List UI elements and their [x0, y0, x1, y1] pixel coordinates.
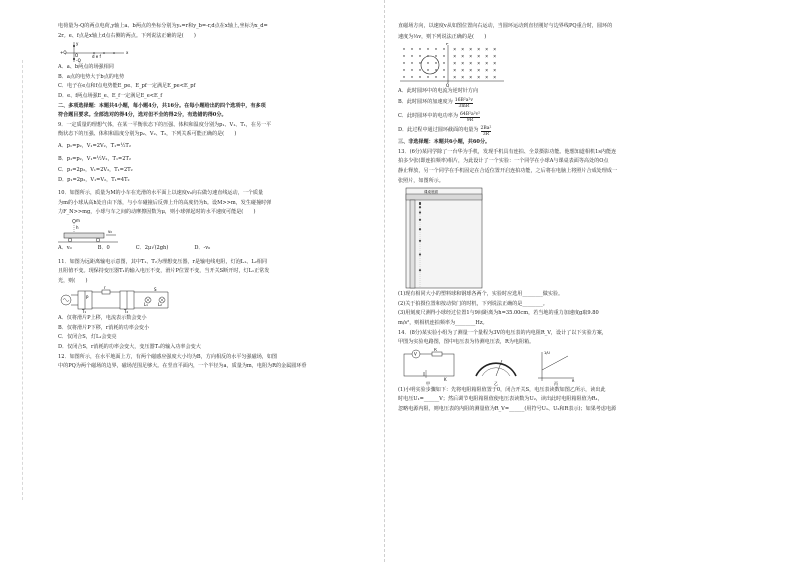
- field-dot: [419, 62, 420, 63]
- q12-figure: [398, 43, 750, 87]
- option: C．2μ√(2gh): [135, 244, 169, 251]
- transmission-circuit-diagram: [58, 286, 188, 314]
- option: D．-v₀: [194, 244, 211, 251]
- lamp-label: L₂: [158, 302, 162, 308]
- resistor-label: R: [434, 347, 437, 352]
- field-cross: ×: [453, 53, 457, 59]
- field-dot: [419, 76, 420, 77]
- field-dot: [435, 62, 436, 63]
- field-cross: ×: [477, 67, 481, 73]
- field-dot: [403, 69, 404, 70]
- meter-label: V: [414, 351, 417, 357]
- height-label: h: [76, 224, 79, 230]
- fraction: [460, 112, 480, 123]
- ball-image: [419, 240, 421, 242]
- field-dot: [443, 76, 444, 77]
- boundary-label: Q: [446, 82, 450, 87]
- question-13: 13．(6分)某同学除了一台华为手机，发现手机具有连拍、全景摄影功能。他想知道相机1s内能连: [398, 148, 617, 155]
- ball-image: [419, 228, 421, 230]
- field-dots: [403, 46, 496, 79]
- field-cross: ×: [493, 74, 497, 80]
- coordinate-axes-diagram: [58, 41, 138, 63]
- fraction: [455, 98, 473, 109]
- field-cross: ×: [453, 74, 457, 80]
- option-row: [398, 110, 750, 124]
- field-cross: ×: [461, 74, 465, 80]
- q14-item: 时电压U₁=______V；然后调节电阻箱阻值使电压表读数为U₂，读出此时电阻箱阻值为R₁，: [398, 396, 603, 403]
- option-row: [398, 124, 750, 138]
- section-heading: 二、多项选择题：本题共4小题，每小题4分，共16分。在每小题给出的四个选项中，有多项: [58, 102, 266, 109]
- field-dot: [427, 48, 428, 49]
- q14-item: 忽略电源内阻，则电压表的内阻的测量值为R_V=______(用符号U₁、U₂和R表示)；如果考虑电源: [398, 405, 617, 412]
- field-dot: [443, 69, 444, 70]
- option: B．仅将滑片P下移，r消耗的功率会变小: [58, 324, 150, 331]
- question-11: 且阻值不变。现保持变压器T₁的输入电压不变，滑片P位置不变，当开关S断开时，灯L₁正常发: [58, 268, 270, 275]
- velocity-label: v₀: [108, 228, 112, 234]
- option: A．仅将滑片P上移，电流表示数会变小: [58, 315, 147, 322]
- field-dot: [411, 69, 412, 70]
- boundary-label: P: [446, 42, 449, 46]
- question-12: 中的PQ为两个磁场的边界，磁场范围足够大。在竖直平面内，一个半径为a，质量为m，电阻为R的金属圆环垂: [58, 363, 307, 370]
- field-cross: ×: [461, 46, 465, 52]
- field-dot: [443, 62, 444, 63]
- question-14: 甲图为实验电路图，图中电压表为待测电压表，R为电阻箱。: [398, 339, 535, 346]
- point-labels: d e f: [92, 54, 101, 60]
- field-cross: ×: [477, 74, 481, 80]
- falling-ball-photo: [398, 186, 538, 290]
- field-dot: [427, 76, 428, 77]
- option: D．p₁=2p₂，V₁=V₂，T₁=4T₂: [58, 176, 130, 183]
- charge-label: +Q: [60, 50, 67, 56]
- transformer-label: T₂: [124, 309, 129, 315]
- field-cross: ×: [485, 67, 489, 73]
- switch-label: K: [444, 376, 447, 382]
- field-dot: [411, 55, 412, 56]
- cart-ball-diagram: [58, 218, 148, 244]
- field-dot: [443, 55, 444, 56]
- left-column: [58, 22, 410, 372]
- field-cross: ×: [477, 60, 481, 66]
- field-cross: ×: [485, 74, 489, 80]
- option: D．e、f两点场强E_e、E_f一定满足E_e<E_f: [58, 92, 163, 99]
- option: B．a点的电势大于b点的电势: [58, 73, 125, 80]
- field-dot: [411, 76, 412, 77]
- question-9: 9．一定质量的理想气体，在某一平衡状态下的压强、体积和温度分别为p₁、V₁、T₁，在另一平: [58, 121, 272, 128]
- option-row: [398, 96, 750, 110]
- question-12-cont: 直磁场方向，以速度v从如图位置向右运动，当圆环运动到直径刚好与边界线PQ重合时，圆环的: [398, 23, 613, 29]
- field-dot: [411, 48, 412, 49]
- field-dot: [427, 69, 428, 70]
- q7-figure: [58, 41, 410, 63]
- figure-caption: 丙: [554, 380, 558, 386]
- axis-label: 1/U: [544, 350, 550, 355]
- field-dot: [411, 62, 412, 63]
- origin-label: O: [75, 53, 79, 59]
- figure-caption: 甲: [426, 380, 430, 386]
- option: B．0: [97, 244, 110, 251]
- figure-caption: 乙: [494, 380, 498, 386]
- field-cross: ×: [461, 60, 465, 66]
- axis-label: R: [572, 378, 575, 383]
- field-dot: [403, 62, 404, 63]
- field-dot: [403, 48, 404, 49]
- numerator: 16B²a²v: [454, 97, 473, 103]
- question-12-cont: 速度为⅓v，则下列说法正确的是( ): [398, 33, 487, 40]
- q10-figure: [58, 218, 410, 244]
- slider-label: P: [86, 295, 89, 301]
- field-dot: [419, 69, 420, 70]
- field-cross: ×: [493, 67, 497, 73]
- q14-figure: [398, 348, 750, 386]
- binding-margin: [8, 60, 23, 500]
- section-heading: 三、非选择题：本题共6小题，共60分。: [398, 139, 491, 146]
- field-cross: ×: [453, 46, 457, 52]
- transformer-label: T₁: [82, 309, 87, 315]
- ball-label: m: [76, 217, 80, 223]
- field-cross: ×: [469, 67, 473, 73]
- question-10: 10．如图所示，质量为M的小车在光滑的水平面上以速度v₀向右做匀速直线运动，一个质量: [58, 190, 264, 197]
- field-cross: ×: [461, 53, 465, 59]
- field-cross: ×: [477, 53, 481, 59]
- ball-image: [419, 254, 421, 256]
- denominator: 9R: [466, 117, 474, 123]
- photo-label: 课桌底面: [424, 190, 438, 195]
- field-dot: [403, 55, 404, 56]
- option: C．此时圆环中的电功率为: [398, 113, 458, 120]
- option: D．仅闭合S，r消耗的功率会变大，变压器T₁的输入功率会变大: [58, 344, 201, 351]
- field-cross: ×: [485, 60, 489, 66]
- switch-label: S: [154, 287, 157, 293]
- magnetic-field-diagram: [398, 43, 508, 87]
- numerator: 2Ba²: [480, 125, 492, 131]
- question-11: 11．如图为远距离输电示意图，其中T₁、T₂为理想变压器，r是输电线电阻，灯泡L₁、L₂相同: [58, 258, 267, 265]
- field-cross: ×: [493, 46, 497, 52]
- field-cross: ×: [469, 53, 473, 59]
- field-cross: ×: [493, 60, 497, 66]
- field-dot: [435, 55, 436, 56]
- option: B．此时圆环的加速度为: [398, 99, 453, 106]
- lamp-label: L₁: [144, 302, 148, 308]
- right-column: [398, 22, 750, 415]
- q10-options-row: [58, 244, 410, 254]
- field-dot: [419, 48, 420, 49]
- ball-image: [419, 203, 421, 205]
- field-dot: [435, 76, 436, 77]
- field-cross: ×: [469, 74, 473, 80]
- question-11: 光，则( ): [58, 277, 88, 284]
- ball-image: [419, 219, 421, 221]
- question-9: 衡状态下的压强、体积和温度分别为p₂、V₂、T₂，下列关系可能正确的是( ): [58, 131, 237, 138]
- option: A．p₁=p₂，V₁=2V₂，T₁=½T₂: [58, 142, 131, 149]
- question-10: 力F_N>>mg，小球与车之间的动摩擦因数为μ，则小球弹起时的水平速度可能是( ): [58, 209, 256, 216]
- voltmeter-experiment-diagrams: [398, 348, 598, 386]
- option: C．p₁=2p₂，V₁=2V₂，T₁=2T₂: [58, 166, 133, 173]
- field-cross: ×: [461, 67, 465, 73]
- denominator: 3mR: [458, 103, 470, 109]
- field-dot: [435, 69, 436, 70]
- field-cross: ×: [453, 67, 457, 73]
- section-heading: 符合题目要求。全部选对的得4分，选对但不全的得2分，有选错的得0分。: [58, 112, 227, 119]
- field-cross: ×: [469, 46, 473, 52]
- denominator: 3R: [482, 131, 490, 137]
- q13-item: (1)现有相同大小的塑料球和钢球各两个，实验时应选用________做实验。: [398, 291, 564, 298]
- ball-image: [419, 212, 421, 214]
- field-dot: [435, 48, 436, 49]
- question-10: 为m的小球从高h处自由下落，与小车碰撞后反弹上升的高度仍为h。设M>>m，发生碰撞时弹: [58, 199, 272, 206]
- ball-image: [419, 206, 421, 208]
- q13-item: (3)用刻度尺测得小球经过位置1与9间距离为h=35.00cm，若当地的重力加速度g取9.80: [398, 310, 599, 317]
- option: C．电子在e点和f点电势能E_pe、E_pf一定满足E_pe<E_pf: [58, 83, 196, 90]
- fraction: [481, 126, 492, 137]
- question-13: 张照片，如图所示。: [398, 177, 444, 184]
- axis-label: x: [126, 50, 129, 56]
- field-dot: [419, 55, 420, 56]
- q14-item: (1)小明实验步骤如下：先将电阻箱阻值置于0，闭合开关S，电压表读数如图乙所示，读出此: [398, 386, 606, 393]
- question-13: 静止释放，另一个同学在手机固定在合适位置开启连拍功能，之后将在电脑上将照片合成处理成一: [398, 167, 618, 174]
- ball-image: [419, 269, 421, 271]
- option: A．此时圆环中的电流为逆时针方向: [398, 87, 479, 94]
- axis-label: y: [76, 41, 79, 47]
- q13-figure: [398, 186, 750, 290]
- field-cross: ×: [453, 60, 457, 66]
- field-cross: ×: [477, 46, 481, 52]
- q13-item: m/s²，则相机连拍频率为________Hz。: [398, 319, 488, 326]
- q11-figure: [58, 286, 410, 314]
- q13-item: (2)关于拍摄位置和按动快门的时机，下列说法正确的是________。: [398, 300, 548, 307]
- field-dot: [427, 62, 428, 63]
- option: B．p₁=p₂，V₁=½V₂，T₁=2T₂: [58, 155, 131, 162]
- field-cross: ×: [493, 53, 497, 59]
- field-cross: ×: [469, 60, 473, 66]
- charge-label: -Q: [76, 58, 81, 64]
- question-14: 14．(8分)某实验小组为了测量一个量程为3V的电压表的内电阻R_V，设计了以下实验方案，: [398, 329, 607, 336]
- question-12: 12．如图所示，在水平地面上方，有两个磁感应强度大小均为B，方向相反的水平匀强磁场，如图: [58, 353, 278, 360]
- option: C．仅闭合S，灯L₁会变亮: [58, 334, 117, 341]
- numerator: 64B²a²v²: [459, 111, 481, 117]
- field-cross: ×: [485, 46, 489, 52]
- option: A．a、b两点的场强相同: [58, 64, 114, 71]
- resistor-label: r: [104, 286, 106, 291]
- option: A．v₀: [58, 244, 72, 251]
- question-13: 拍多少张(即连拍频率)相片，为此设计了一个实验：一个同学在小球A与课桌表面等高处的O点: [398, 158, 609, 165]
- option: D．此过程中通过圆环截面的电量为: [398, 127, 479, 134]
- intro-line: 电荷量为-Q的两点电荷,y轴上a、b两点的坐标分别为yₐ=r和y_b=-r,d点在x轴上,坐标为x_d=: [58, 23, 268, 29]
- field-dot: [403, 76, 404, 77]
- field-cross: ×: [485, 53, 489, 59]
- intro-line: 2r。e、f点是x轴上d点右侧的两点。下列说法正确的是( ): [58, 32, 196, 39]
- field-dot: [443, 48, 444, 49]
